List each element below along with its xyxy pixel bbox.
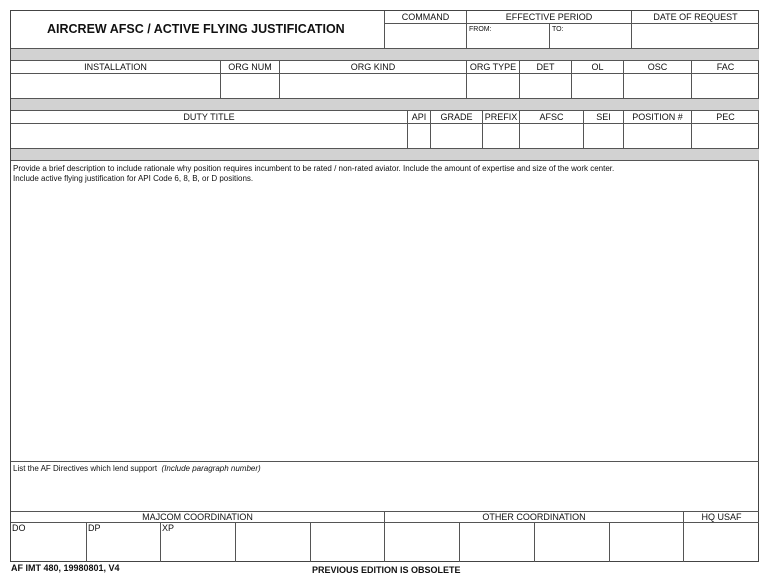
directives-note: (Include paragraph number) (161, 464, 261, 473)
afsc-header: AFSC (539, 112, 564, 122)
other-coordination-field[interactable] (610, 523, 683, 562)
org-num-header: ORG NUM (228, 62, 272, 72)
fac-field[interactable] (692, 74, 759, 99)
installation-header: INSTALLATION (84, 62, 147, 72)
coordination-field[interactable] (311, 523, 384, 562)
osc-header: OSC (647, 62, 668, 72)
position-number-header: POSITION # (632, 112, 683, 122)
do-label: DO (12, 523, 26, 533)
other-coordination-field[interactable] (460, 523, 534, 562)
effective-period-label: EFFECTIVE PERIOD (505, 12, 593, 22)
other-coordination-field[interactable] (535, 523, 609, 562)
org-num-field[interactable] (221, 74, 279, 99)
pec-field[interactable] (692, 124, 759, 148)
det-field[interactable] (520, 74, 571, 99)
separator-band (11, 98, 759, 111)
aircrew-justification-form (10, 10, 759, 562)
prefix-header: PREFIX (484, 112, 518, 122)
fac-header: FAC (716, 62, 735, 72)
installation-field[interactable] (11, 74, 220, 99)
previous-edition-notice: PREVIOUS EDITION IS OBSOLETE (312, 565, 461, 575)
period-from-field[interactable] (467, 33, 549, 49)
org-type-field[interactable] (467, 74, 519, 99)
coordination-dp-field[interactable] (87, 523, 160, 562)
from-label: FROM: (469, 26, 492, 33)
xp-label: XP (162, 523, 175, 533)
separator-band (11, 48, 759, 61)
description-line-1: Provide a brief description to include rationale why position requires incumbent to be rated / non-rated aviator. Include the amount of expertise and size of the work center. (13, 164, 615, 173)
description-instructions (13, 164, 757, 184)
coordination-xp-field[interactable] (161, 523, 235, 562)
coordination-field[interactable] (236, 523, 310, 562)
other-coordination-field[interactable] (385, 523, 459, 562)
ol-field[interactable] (572, 74, 623, 99)
command-field[interactable] (385, 24, 466, 49)
grade-header: GRADE (440, 112, 473, 122)
det-header: DET (536, 62, 555, 72)
api-field[interactable] (408, 124, 430, 148)
to-label: TO: (552, 26, 564, 33)
hq-usaf-header: HQ USAF (701, 512, 742, 522)
sei-header: SEI (596, 112, 611, 122)
sei-field[interactable] (584, 124, 623, 148)
grade-field[interactable] (431, 124, 482, 148)
date-of-request-field[interactable] (632, 24, 759, 49)
directives-text-area[interactable] (11, 476, 759, 510)
org-kind-header: ORG KIND (350, 62, 396, 72)
prefix-field[interactable] (483, 124, 519, 148)
directives-label: List the AF Directives which lend support (Include paragraph number) (13, 464, 261, 473)
coordination-do-field[interactable] (11, 523, 86, 562)
org-type-header: ORG TYPE (469, 62, 517, 72)
period-to-field[interactable] (550, 33, 631, 49)
ol-header: OL (591, 62, 604, 72)
form-title: AIRCREW AFSC / ACTIVE FLYING JUSTIFICATION (47, 22, 345, 36)
afsc-field[interactable] (520, 124, 583, 148)
duty-title-field[interactable] (11, 124, 407, 148)
command-label: COMMAND (401, 12, 450, 22)
justification-text-area[interactable] (11, 186, 759, 460)
position-number-field[interactable] (624, 124, 691, 148)
majcom-coordination-header: MAJCOM COORDINATION (142, 512, 253, 522)
api-header: API (411, 112, 427, 122)
separator-band (11, 148, 759, 161)
duty-title-header: DUTY TITLE (183, 112, 235, 122)
osc-field[interactable] (624, 74, 691, 99)
dp-label: DP (88, 523, 101, 533)
hq-usaf-field[interactable] (684, 523, 759, 562)
org-kind-field[interactable] (280, 74, 466, 99)
description-line-2: Include active flying justification for API Code 6, 8, B, or D positions. (13, 174, 254, 183)
form-identifier: AF IMT 480, 19980801, V4 (11, 563, 120, 573)
pec-header: PEC (716, 112, 735, 122)
date-of-request-label: DATE OF REQUEST (653, 12, 738, 22)
other-coordination-header: OTHER COORDINATION (482, 512, 586, 522)
